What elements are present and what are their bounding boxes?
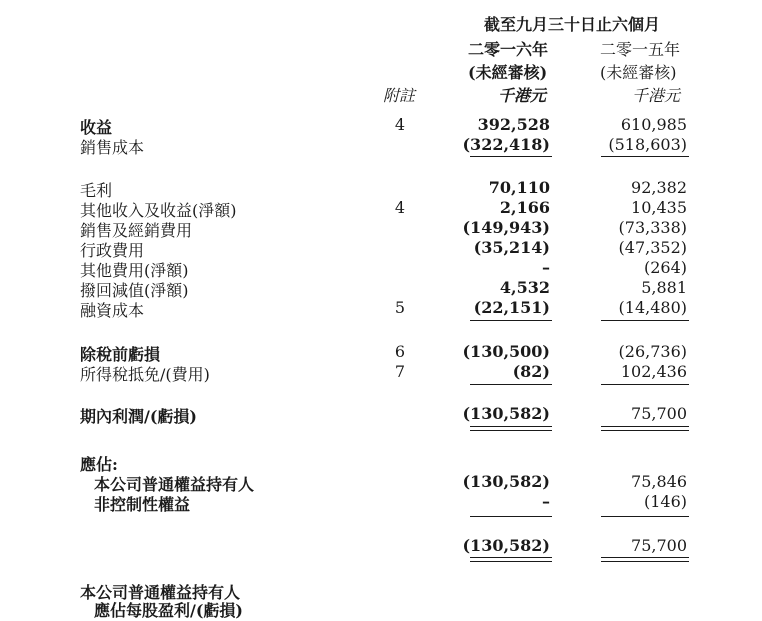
row-value-2015: 610,985: [620, 115, 687, 134]
row-value-2016: (322,418): [462, 135, 550, 154]
row-value-2015: 10,435: [631, 198, 687, 217]
row-value-2016: 4,532: [499, 278, 550, 297]
double-underline: [470, 557, 552, 562]
row-value-2016: (82): [512, 362, 550, 381]
underline: [470, 320, 552, 321]
row-label-revenue: 收益: [80, 118, 113, 137]
row-label-eps: 應佔每股盈利/(虧損): [94, 601, 243, 620]
row-label-income-tax: 所得稅抵免/(費用): [80, 365, 210, 384]
underline: [470, 516, 552, 517]
underline: [470, 384, 552, 385]
row-value-2016: –: [542, 492, 550, 511]
row-value-2015: (518,603): [608, 135, 687, 154]
row-note: 6: [394, 342, 406, 361]
double-underline: [470, 426, 552, 431]
row-value-2015: 102,436: [620, 362, 687, 381]
underline: [601, 320, 689, 321]
row-label-eps-owners: 本公司普通權益持有人: [80, 583, 241, 602]
underline: [601, 384, 689, 385]
double-underline: [601, 557, 689, 562]
row-value-2015: 75,846: [631, 472, 687, 491]
unit-2015-header: 千港元: [632, 86, 681, 105]
row-value-2015: (26,736): [618, 342, 687, 361]
row-note: 4: [394, 115, 406, 134]
row-value-2015: 92,382: [631, 178, 687, 197]
year-2016-header: 二零一六年: [468, 40, 549, 59]
row-label-profit-for-period: 期內利潤/(虧損): [80, 407, 197, 426]
period-header: 截至九月三十日止六個月: [484, 15, 661, 34]
row-value-2016: (22,151): [473, 298, 550, 317]
row-value-2015: (264): [643, 258, 687, 277]
unaudited-2015: (未經審核): [600, 63, 677, 82]
double-underline: [601, 426, 689, 431]
row-label-owners-of-parent: 本公司普通權益持有人: [94, 475, 255, 494]
row-value-2016: 2,166: [499, 198, 550, 217]
row-value-2016: (35,214): [473, 238, 550, 257]
row-label-gross-profit: 毛利: [80, 181, 113, 200]
unit-2016-header: 千港元: [498, 86, 547, 105]
row-value-2015: 5,881: [641, 278, 687, 297]
row-value-2016: (130,582): [462, 536, 550, 555]
row-value-2016: –: [542, 258, 550, 277]
row-note: 5: [394, 298, 406, 317]
row-label-finance-costs: 融資成本: [80, 301, 145, 320]
row-value-2016: (130,582): [462, 472, 550, 491]
row-label-selling-expenses: 銷售及經銷費用: [80, 221, 193, 240]
underline: [601, 156, 689, 157]
row-label-non-controlling: 非控制性權益: [94, 495, 191, 514]
year-2015-header: 二零一五年: [600, 40, 681, 59]
row-value-2016: 70,110: [488, 178, 550, 197]
row-note: 7: [394, 362, 406, 381]
row-value-2016: (149,943): [462, 218, 550, 237]
row-value-2015: (73,338): [618, 218, 687, 237]
row-value-2015: (14,480): [618, 298, 687, 317]
unaudited-2016: (未經審核): [468, 63, 548, 82]
row-value-2015: (146): [643, 492, 687, 511]
row-label-loss-before-tax: 除稅前虧損: [80, 345, 161, 364]
row-value-2015: 75,700: [631, 404, 687, 423]
row-label-cost-of-sales: 銷售成本: [80, 138, 145, 157]
row-label-impairment-reversal: 撥回減值(淨額): [80, 281, 189, 300]
note-column-header: 附註: [383, 86, 416, 105]
row-label-admin-expenses: 行政費用: [80, 241, 145, 260]
row-label-attributable-to: 應佔:: [80, 455, 118, 474]
row-note: 4: [394, 198, 406, 217]
underline: [470, 156, 552, 157]
row-label-other-income: 其他收入及收益(淨額): [80, 201, 237, 220]
row-value-2016: 392,528: [477, 115, 550, 134]
row-value-2016: (130,582): [462, 404, 550, 423]
row-value-2015: (47,352): [618, 238, 687, 257]
row-value-2015: 75,700: [631, 536, 687, 555]
row-value-2016: (130,500): [462, 342, 550, 361]
underline: [601, 516, 689, 517]
row-label-other-expenses: 其他費用(淨額): [80, 261, 189, 280]
